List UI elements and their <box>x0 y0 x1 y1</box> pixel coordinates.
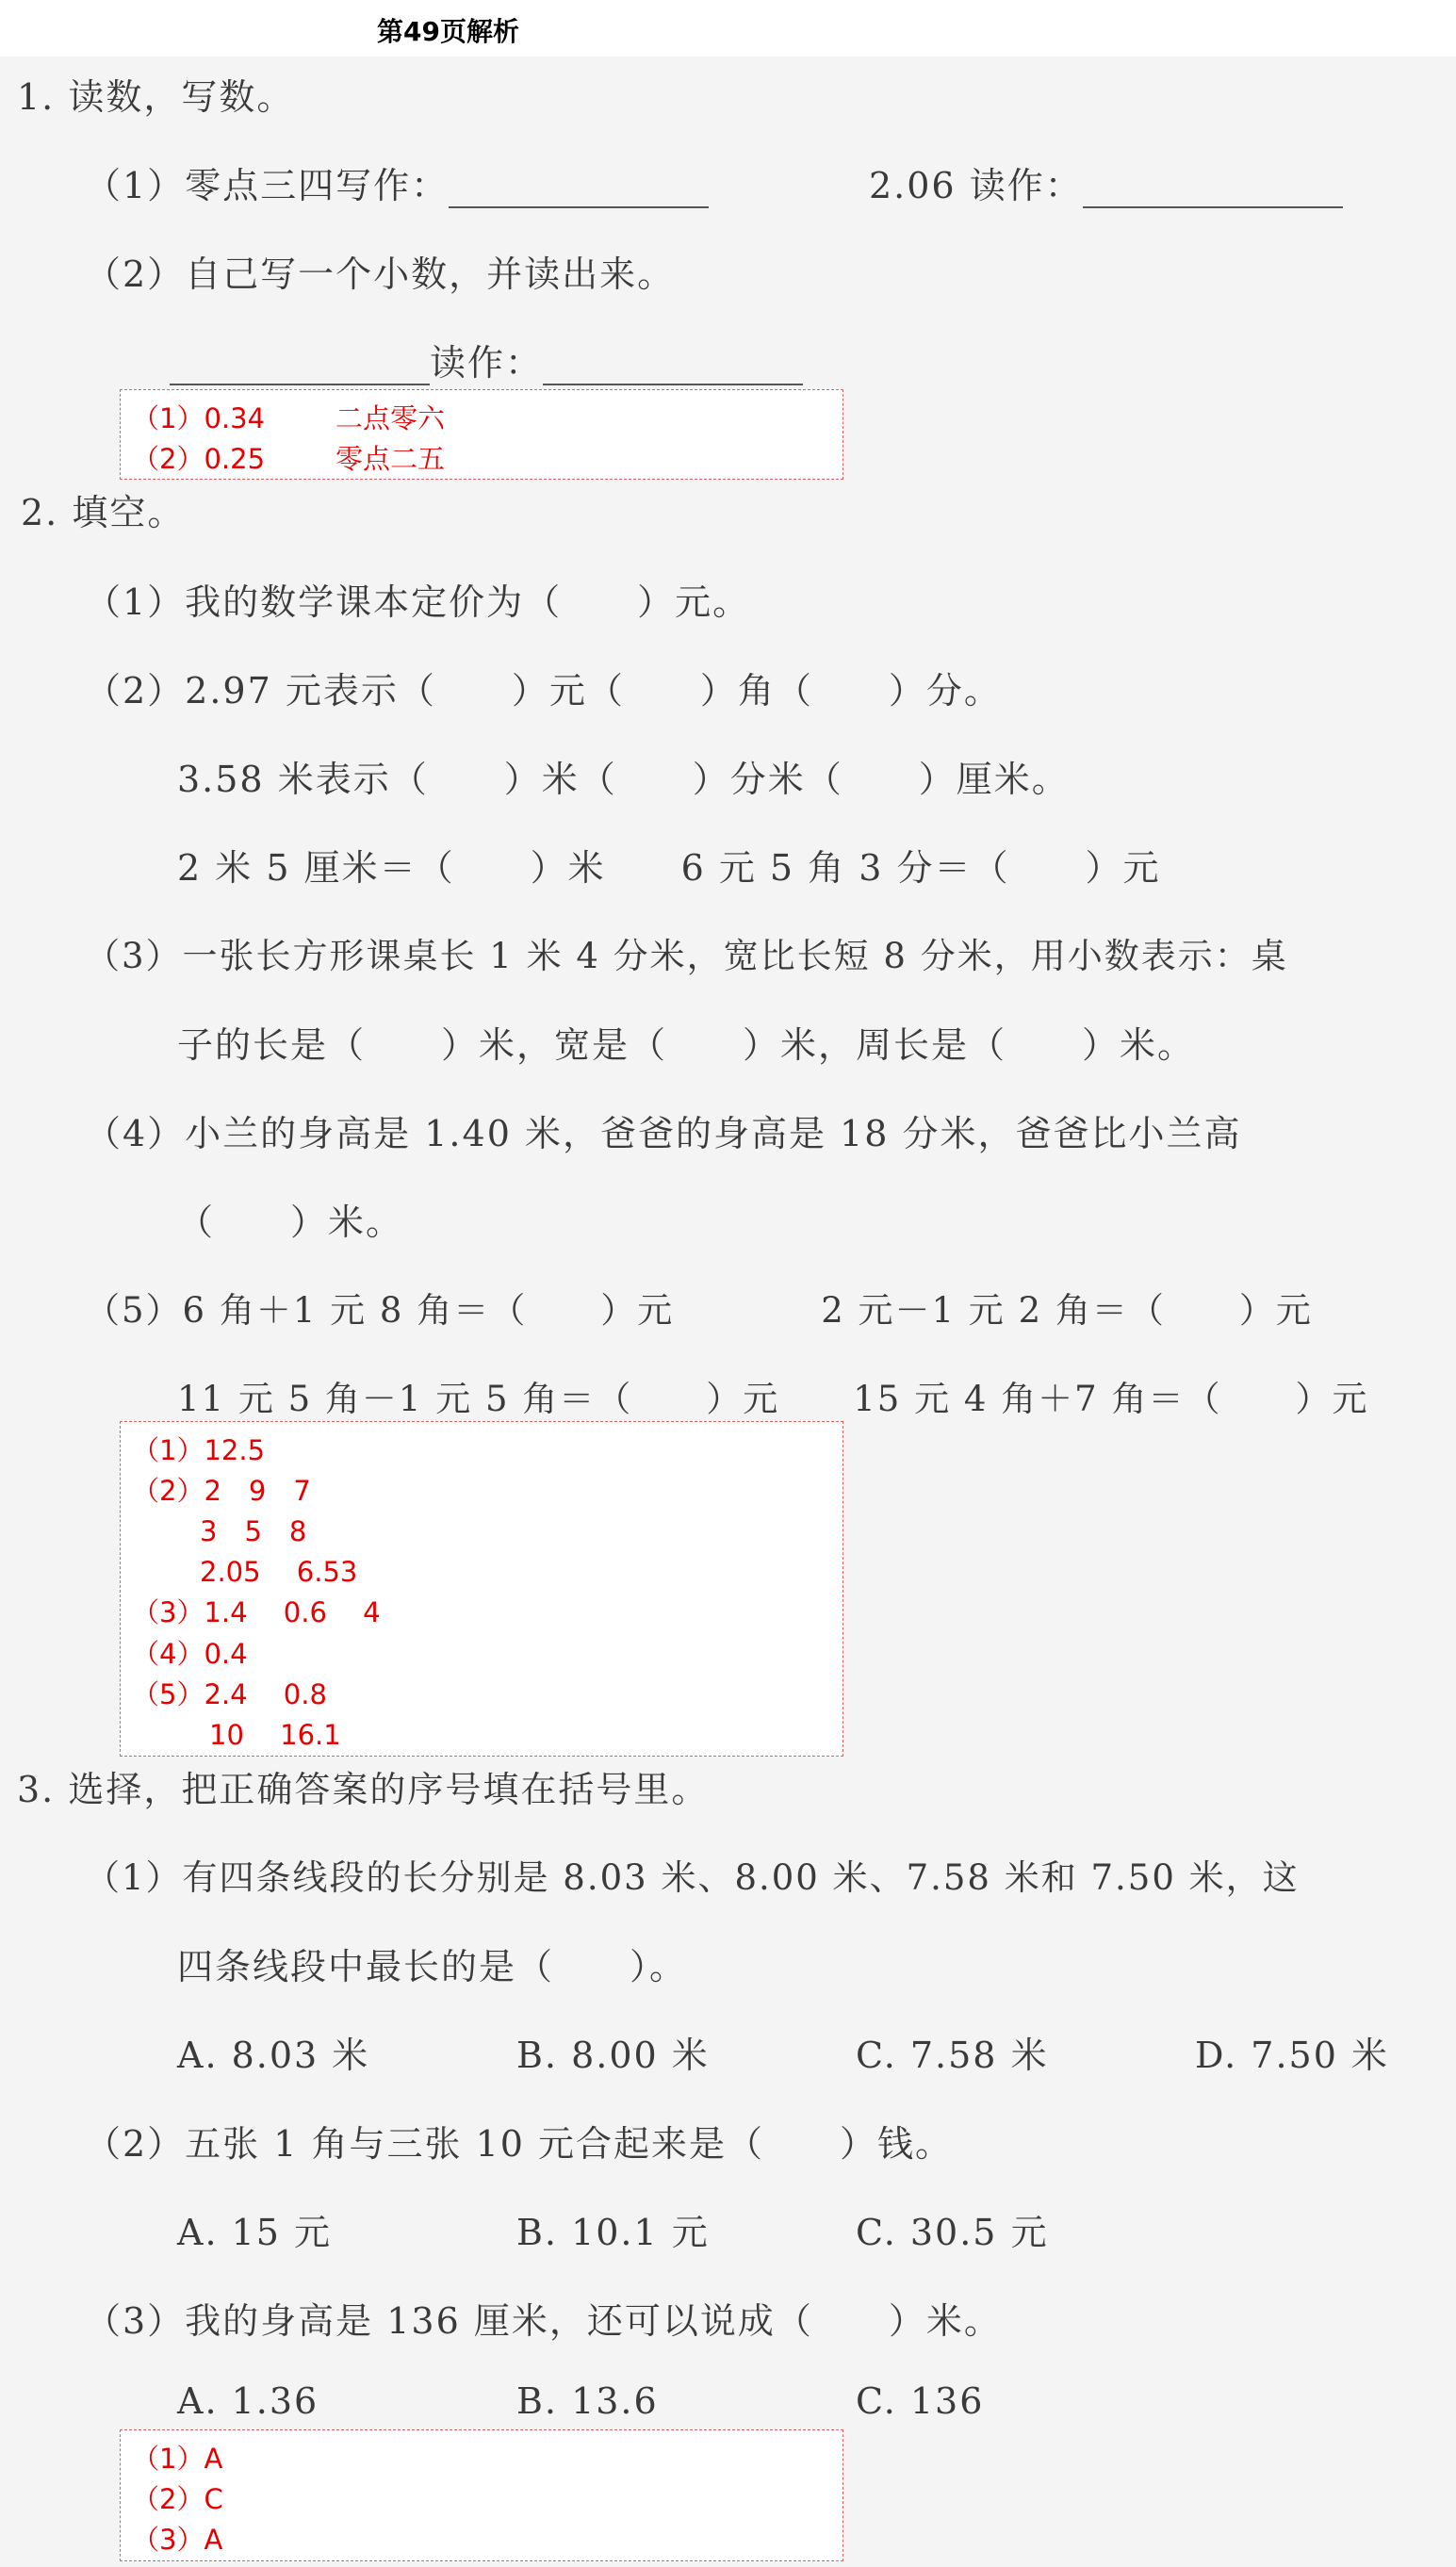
q1-answer-2-label: （2）0.25 <box>132 443 266 475</box>
q2-answer-2b: 3 5 8 <box>200 1515 307 1547</box>
q3-option-1d: D. 7.50 米 <box>1195 2035 1389 2076</box>
q2-line-3: 3.58 米表示（ ）米（ ）分米（ ）厘米。 <box>177 759 1070 800</box>
q1-part1-label: （1）零点三四写作： <box>85 165 450 206</box>
q2-line-5: （3）一张长方形课桌长 1 米 4 分米，宽比长短 8 分米，用小数表示：桌 <box>85 936 1288 976</box>
q2-line-10: 11 元 5 角－1 元 5 角＝（ ）元 15 元 4 角＋7 角＝（ ）元 <box>177 1379 1369 1419</box>
q1-part1 <box>85 156 709 208</box>
q3-answer-box <box>120 2429 843 2561</box>
q2-title: 2. 填空。 <box>21 492 186 533</box>
q2-line-2: （2）2.97 元表示（ ）元（ ）角（ ）分。 <box>85 670 1002 711</box>
q2-line-6: 子的长是（ ）米，宽是（ ）米，周长是（ ）米。 <box>177 1024 1196 1066</box>
q3-option-1a: A. 8.03 米 <box>177 2035 370 2076</box>
q3-line-4: （3）我的身高是 136 厘米，还可以说成（ ）米。 <box>85 2300 1002 2342</box>
q3-answer-2: （2）C <box>132 2483 223 2515</box>
page-header: 第49页解析 <box>377 16 519 47</box>
q3-line-2: 四条线段中最长的是（ ）。 <box>177 1946 688 1987</box>
q1-part1-blank <box>449 174 709 208</box>
q1-part1-right-label: 2.06 读作： <box>869 165 1083 206</box>
q2-line-9: （5）6 角＋1 元 8 角＝（ ）元 2 元－1 元 2 角＝（ ）元 <box>85 1290 1313 1331</box>
q1-part1-right <box>869 156 1343 208</box>
q1-answer-2-value: 零点二五 <box>335 443 446 475</box>
q3-option-1c: C. 7.58 米 <box>856 2035 1049 2076</box>
q1-answer-1-value: 二点零六 <box>335 402 446 434</box>
q2-line-4: 2 米 5 厘米＝（ ）米 6 元 5 角 3 分＝（ ）元 <box>177 847 1161 889</box>
q2-answer-1: （1）12.5 <box>132 1434 266 1466</box>
q1-title: 1. 读数，写数。 <box>17 76 295 118</box>
q2-answer-3: （3）1.4 0.6 4 <box>132 1596 381 1628</box>
q2-line-8: （ ）米。 <box>177 1202 404 1243</box>
q1-part2-blank-number <box>170 352 430 385</box>
q3-line-3: （2）五张 1 角与三张 10 元合起来是（ ）钱。 <box>85 2123 954 2165</box>
q3-option-2a: A. 15 元 <box>177 2212 333 2253</box>
q1-part2-read <box>170 334 803 385</box>
q2-answer-2: （2）2 9 7 <box>132 1475 311 1507</box>
q2-answer-2c: 2.05 6.53 <box>200 1556 358 1588</box>
q3-title: 3. 选择，把正确答案的序号填在括号里。 <box>17 1769 710 1810</box>
q2-answer-4: （4）0.4 <box>132 1638 248 1670</box>
q1-part2-blank-read <box>543 352 803 385</box>
q3-option-1b: B. 8.00 米 <box>516 2035 710 2076</box>
q1-answer-1-label: （1）0.34 <box>132 402 266 434</box>
q2-answer-box <box>120 1421 843 1757</box>
q2-answer-5b: 10 16.1 <box>209 1719 341 1751</box>
q3-line-1: （1）有四条线段的长分别是 8.03 米、8.00 米、7.58 米和 7.50 米，这 <box>85 1857 1300 1898</box>
q3-answer-3: （3）A <box>132 2524 223 2556</box>
q2-line-7: （4）小兰的身高是 1.40 米，爸爸的身高是 18 分米，爸爸比小兰高 <box>85 1113 1242 1154</box>
q1-part2-read-label: 读作： <box>430 342 544 384</box>
q1-answer-box <box>120 389 843 480</box>
q1-part1-right-blank <box>1083 174 1343 208</box>
q3-option-3a: A. 1.36 <box>177 2380 319 2422</box>
q2-answer-5: （5）2.4 0.8 <box>132 1678 327 1710</box>
q2-line-1: （1）我的数学课本定价为（ ）元。 <box>85 581 751 623</box>
q3-answer-1: （1）A <box>132 2443 223 2475</box>
q1-part2: （2）自己写一个小数，并读出来。 <box>85 253 676 295</box>
q3-option-2c: C. 30.5 元 <box>856 2212 1049 2253</box>
q3-option-2b: B. 10.1 元 <box>516 2212 710 2253</box>
q3-option-3b: B. 13.6 <box>516 2380 659 2422</box>
q3-option-3c: C. 136 <box>856 2380 985 2422</box>
